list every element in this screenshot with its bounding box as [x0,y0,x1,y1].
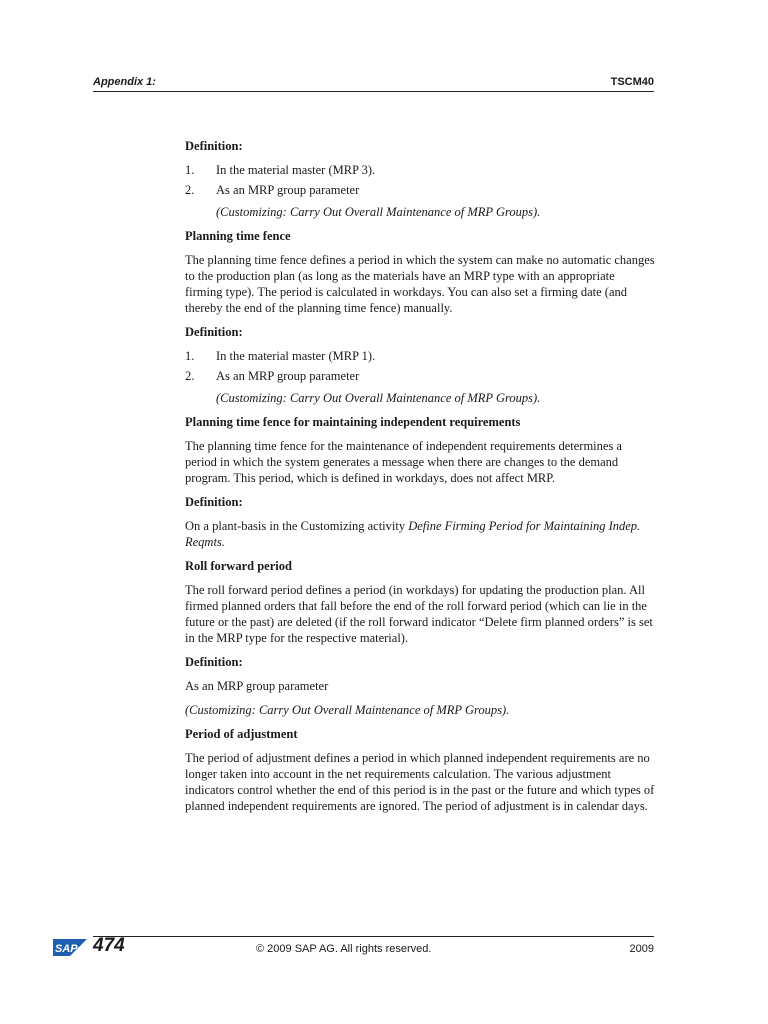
list-text: In the material master (MRP 3). [216,163,376,177]
paragraph: The roll forward period defines a period (in workdays) for updating the production plan. All firmed planned orders that fall before the end of the roll forward period (which can lie in the future or the past) are deleted (if the roll forward indicator “Delete firm planned orders” is set in the MRP type for the respective material). [185,583,653,645]
logo-text: SAP [55,943,78,955]
list-number: 1. [185,163,195,177]
section-heading: Definition: [185,325,243,339]
paragraph-text: On a plant-basis in the Customizing activity [185,519,409,533]
footer-divider [93,936,654,937]
list-number: 1. [185,349,195,363]
section-heading: Planning time fence [185,229,291,243]
list-text: As an MRP group parameter [216,369,360,383]
definition-list [185,162,655,198]
paragraph: As an MRP group parameter [185,679,329,693]
section-heading: Roll forward period [185,559,292,573]
list-item [185,162,655,178]
list-number: 2. [185,369,195,383]
list-number: 2. [185,183,195,197]
paragraph [185,518,655,550]
header-right: TSCM40 [610,76,654,88]
list-item [185,368,655,384]
customizing-note: (Customizing: Carry Out Overall Maintenance of MRP Groups). [216,205,541,219]
section-heading: Definition: [185,495,243,509]
activity-name: Define Firming Period for Maintaining Indep. Reqmts. [185,519,641,549]
copyright: © 2009 SAP AG. All rights reserved. [256,943,432,955]
page-content [185,138,655,822]
section-heading: Definition: [185,139,243,153]
section-heading: Period of adjustment [185,727,298,741]
customizing-note: (Customizing: Carry Out Overall Maintenance of MRP Groups). [185,703,510,717]
header-divider [93,91,654,92]
section-heading: Planning time fence for maintaining independent requirements [185,415,521,429]
list-text: As an MRP group parameter [216,183,360,197]
paragraph: The planning time fence defines a period in which the system can make no automatic changes to the production plan (as long as the materials have an MRP type with an appropriate firming type). The period is calculated in workdays. You can also set a firming date (and thereby the end of the planning time fence) manually. [185,253,655,315]
page-number: 474 [93,935,125,956]
section-heading: Definition: [185,655,243,669]
sap-logo-icon [53,939,87,956]
list-item [185,348,655,364]
definition-list [185,348,655,384]
paragraph: The period of adjustment defines a period in which planned independent requirements are no longer taken into account in the net requirements calculation. The various adjustment indicators control whether the end of this period is in the past or the future and which types of planned independent requirements are ignored. The period of adjustment is in calendar days. [185,751,655,813]
paragraph: The planning time fence for the maintenance of independent requirements determines a period in which the system generates a message when there are changes to the demand program. This period, which is defined in workdays, does not affect MRP. [185,439,622,485]
footer-year: 2009 [629,943,654,955]
header-left: Appendix 1: [93,76,156,88]
list-item [185,182,655,198]
list-text: In the material master (MRP 1). [216,349,376,363]
customizing-note: (Customizing: Carry Out Overall Maintenance of MRP Groups). [216,391,541,405]
